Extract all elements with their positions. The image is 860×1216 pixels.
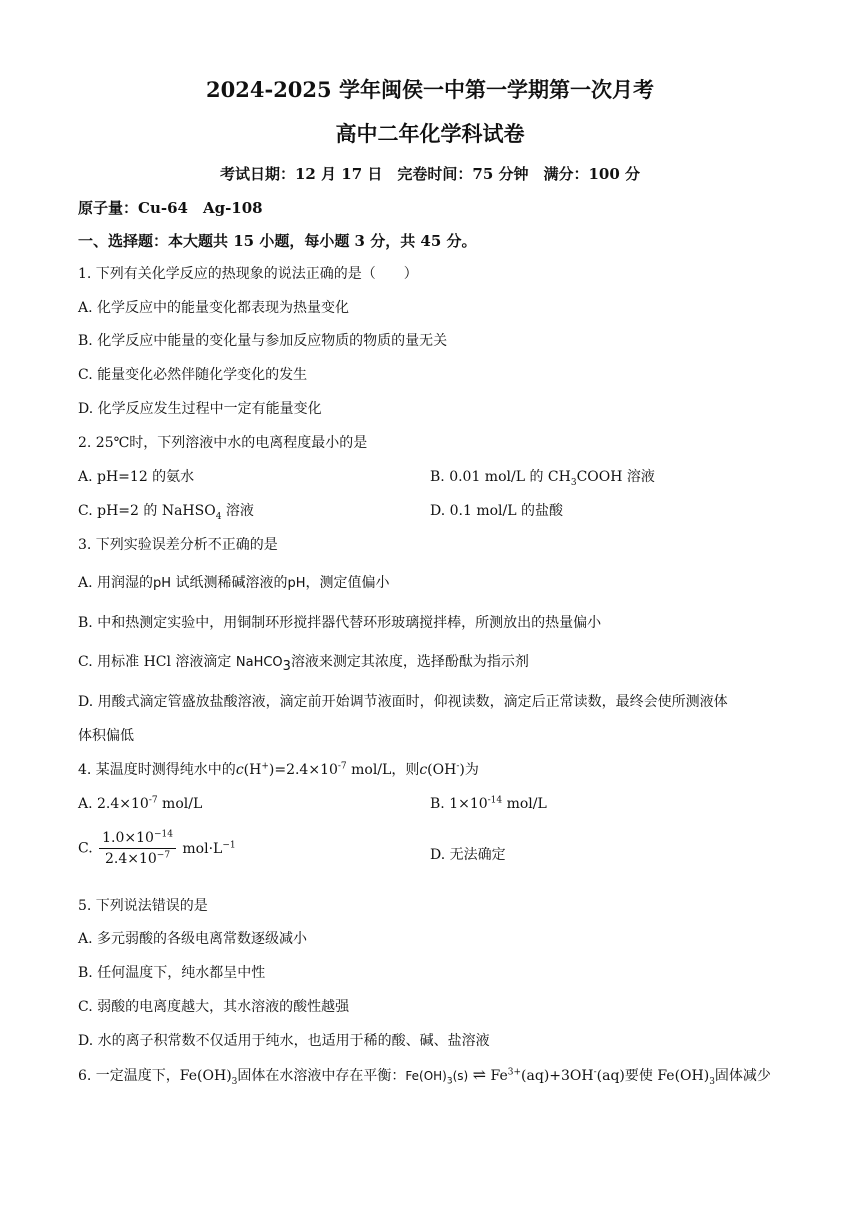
q5-option-b: B. 任何温度下，纯水都呈中性	[78, 965, 266, 981]
section-heading: 一、选择题：本大题共 15 小题，每小题 3 分，共 45 分。	[78, 232, 477, 250]
q1-stem: 1. 下列有关化学反应的热现象的说法正确的是（ ）	[78, 266, 418, 282]
q3-option-c: C. 用标准 HCl 溶液滴定 NaHCO$_3$溶液来测定其浓度，选择酚酞为指示剂	[78, 654, 529, 674]
exam-subtitle: 高中二年化学科试卷	[335, 121, 525, 146]
exam-info: 考试日期：12 月 17 日 完卷时间：75 分钟 满分：100 分	[219, 165, 641, 183]
q2-option-c: C. pH=2 的 NaHSO$_4$ 溶液	[78, 503, 254, 522]
q1-option-c: C. 能量变化必然伴随化学变化的发生	[78, 367, 308, 383]
atomic-mass: 原子量：Cu-64 Ag-108	[78, 199, 263, 217]
q3-option-d-line2: 体积偏低	[78, 728, 134, 744]
equilibrium-arrow-icon: ⇌	[472, 1065, 487, 1084]
q4-fraction: $\frac{1.0\times 10^{-14}}{2.4\times 10^{-7}}$	[99, 830, 176, 867]
q5-option-d: D. 水的离子积常数不仅适用于纯水，也适用于稀的酸、碱、盐溶液	[78, 1033, 490, 1049]
exam-title: 2024-2025 学年闽侯一中第一学期第一次月考	[206, 77, 654, 102]
q5-option-a: A. 多元弱酸的各级电离常数逐级减小	[78, 931, 308, 947]
q3-option-b: B. 中和热测定实验中，用铜制环形搅拌器代替环形玻璃搅拌棒，所测放出的热量偏小	[78, 615, 602, 631]
q5-stem: 5. 下列说法错误的是	[78, 898, 208, 914]
q4-option-c: C. $\frac{1.0\times 10^{-14}}{2.4\times 10^{-7}}$ $mol\cdot L^{-1}$	[78, 829, 236, 867]
q3-option-a: A. 用润湿的pH 试纸测稀碱溶液的pH，测定值偏小	[78, 575, 390, 591]
q3-option-d-line1: D. 用酸式滴定管盛放盐酸溶液，滴定前开始调节液面时，仰视读数，滴定后正常读数，最终会使所测液体	[78, 694, 728, 710]
q2-stem: 2. 25℃时，下列溶液中水的电离程度最小的是	[78, 435, 368, 451]
q2-option-a: A. pH=12 的氨水	[78, 469, 195, 485]
q6-stem: 6. 一定温度下，$Fe(OH)_3$固体在水溶液中存在平衡：$Fe(OH)_3(s)$ ⇌ $Fe^{3+}(aq)+3OH^-(aq)$要使 $Fe(OH)_3$固体减少	[78, 1065, 771, 1087]
q1-option-b: B. 化学反应中能量的变化量与参加反应物质的物质的量无关	[78, 333, 448, 349]
q4-option-a: A. $2.4\times 10^{-7}$ mol/L	[78, 795, 203, 812]
q4-option-b: B. $1\times 10^{-14}$ mol/L	[430, 795, 547, 812]
q3-stem: 3. 下列实验误差分析不正确的是	[78, 537, 278, 553]
q1-option-a: A. 化学反应中的能量变化都表现为热量变化	[78, 300, 350, 316]
q2-option-b: B. 0.01 mol/L 的 $CH_3COOH$ 溶液	[430, 469, 655, 488]
q5-option-c: C. 弱酸的电离度越大，其水溶液的酸性越强	[78, 999, 350, 1015]
q4-option-d: D. 无法确定	[430, 847, 506, 863]
q1-option-d: D. 化学反应发生过程中一定有能量变化	[78, 401, 322, 417]
q2-option-d: D. 0.1 mol/L 的盐酸	[430, 503, 563, 519]
q4-stem: 4. 某温度时测得纯水中的$c(H^+)=2.4\times 10^{-7}$ mol/L，则c(OH-)为	[78, 761, 479, 778]
